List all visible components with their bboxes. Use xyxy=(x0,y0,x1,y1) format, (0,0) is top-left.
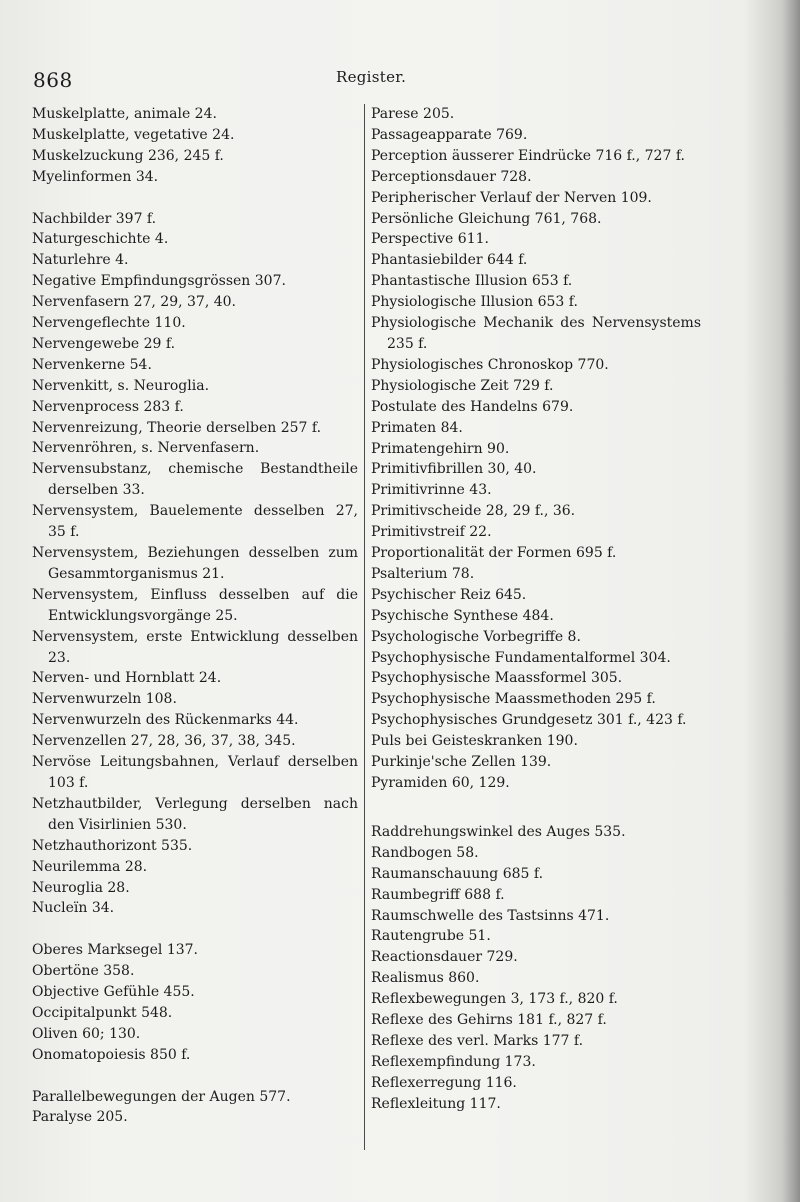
index-entry: Paralyse 205. xyxy=(32,1109,128,1126)
index-entry: Primitivfibrillen 30, 40. xyxy=(371,461,537,478)
index-entry: Neuroglia 28. xyxy=(32,879,130,896)
index-entry: Nervenkerne 54. xyxy=(32,356,152,373)
index-entry: Parese 205. xyxy=(371,106,455,122)
index-entry: Nachbilder 397 f. xyxy=(32,210,157,227)
index-entry: Primitivstreif 22. xyxy=(371,524,492,541)
page-number: 868 xyxy=(33,68,73,92)
index-entry: Parallelbewegungen der Augen 577. xyxy=(32,1088,291,1105)
index-entry: Raumbegriff 688 f. xyxy=(371,886,505,903)
index-entry: Negative Empfindungsgrössen 307. xyxy=(32,273,286,290)
index-entry: Passageapparate 769. xyxy=(371,126,528,143)
index-column-right xyxy=(371,104,701,1115)
index-entry: Puls bei Geisteskranken 190. xyxy=(371,733,578,750)
index-column-left xyxy=(32,104,358,1128)
index-entry: Postulate des Handelns 679. xyxy=(371,398,574,415)
index-entry: Perception äusserer Eindrücke 716 f., 727 f. xyxy=(371,147,685,164)
index-entry: Nervengeflechte 110. xyxy=(32,315,186,332)
index-entry: Proportionalität der Formen 695 f. xyxy=(371,545,617,562)
index-entry: Reflexe des Gehirns 181 f., 827 f. xyxy=(371,1012,607,1029)
index-entry: Oberes Marksegel 137. xyxy=(32,942,199,959)
index-entry: Raddrehungswinkel des Auges 535. xyxy=(371,823,626,840)
index-entry: Nervenreizung, Theorie derselben 257 f. xyxy=(32,419,322,436)
index-entry: Nervenprocess 283 f. xyxy=(32,398,184,415)
index-entry: Persönliche Gleichung 761, 768. xyxy=(371,210,602,227)
index-entry: Reflexbewegungen 3, 173 f., 820 f. xyxy=(371,991,618,1008)
index-entry: Oliven 60; 130. xyxy=(32,1025,141,1042)
index-entry: Nervenwurzeln des Rückenmarks 44. xyxy=(32,712,299,729)
index-entry: Phantastische Illusion 653 f. xyxy=(371,273,573,290)
index-entry: Objective Gefühle 455. xyxy=(32,984,195,1001)
index-entry: Physiologische Zeit 729 f. xyxy=(371,377,554,394)
index-entry: Raumanschauung 685 f. xyxy=(371,865,544,882)
index-entry: Reflexe des verl. Marks 177 f. xyxy=(371,1032,584,1049)
index-entry: Nervensystem, Beziehungen desselben zum Gesammtorganismus 21. xyxy=(32,545,358,582)
index-entry: Naturlehre 4. xyxy=(32,252,129,269)
index-entry: Nucleïn 34. xyxy=(32,900,115,917)
index-entry: Nervenfasern 27, 29, 37, 40. xyxy=(32,294,237,311)
index-entry: Primatengehirn 90. xyxy=(371,440,510,457)
index-entry: Rautengrube 51. xyxy=(371,928,491,945)
index-entry: Nervensubstanz, chemische Bestandtheile derselben 33. xyxy=(32,461,358,499)
index-entry: Psychische Synthese 484. xyxy=(371,607,554,624)
index-entry: Netzhautbilder, Verlegung derselben nach den Visirlinien 530. xyxy=(32,795,358,833)
index-entry: Psalterium 78. xyxy=(371,565,475,582)
index-entry: Psychophysische Maassmethoden 295 f. xyxy=(371,691,656,708)
index-entry: Nervöse Leitungsbahnen, Verlauf derselben 103 f. xyxy=(32,754,358,791)
index-entry: Naturgeschichte 4. xyxy=(32,231,169,248)
index-entry: Primitivscheide 28, 29 f., 36. xyxy=(371,503,576,520)
running-head: Register. xyxy=(336,68,407,86)
index-entry: Reactionsdauer 729. xyxy=(371,949,518,966)
index-entry: Myelinformen 34. xyxy=(32,168,159,185)
index-entry: Nervenröhren, s. Nervenfasern. xyxy=(32,440,260,457)
index-entry: Nervenwurzeln 108. xyxy=(32,691,177,708)
index-entry: Onomatopoiesis 850 f. xyxy=(32,1046,191,1063)
index-entry: Neurilemma 28. xyxy=(32,858,148,875)
index-entry: Nervengewebe 29 f. xyxy=(32,335,176,352)
index-entry: Purkinje'sche Zellen 139. xyxy=(371,754,552,771)
index-entry: Reflexleitung 117. xyxy=(371,1095,501,1112)
index-entry: Raumschwelle des Tastsinns 471. xyxy=(371,907,610,924)
index-entry: Nerven- und Hornblatt 24. xyxy=(32,670,222,687)
index-entry: Pyramiden 60, 129. xyxy=(371,775,510,791)
index-entry: Physiologische Illusion 653 f. xyxy=(371,294,578,311)
index-entry: Primitivrinne 43. xyxy=(371,482,492,499)
index-entry: Psychophysische Maassformel 305. xyxy=(371,670,623,687)
index-entry: Reflexempfindung 173. xyxy=(371,1053,536,1070)
index-entry: Muskelplatte, animale 24. xyxy=(32,106,217,122)
index-entry: Obertöne 358. xyxy=(32,963,135,980)
index-entry: Psychologische Vorbegriffe 8. xyxy=(371,628,581,645)
index-entry: Reflexerregung 116. xyxy=(371,1074,517,1091)
index-entry: Nervensystem, Einfluss desselben auf die Entwicklungsvorgänge 25. xyxy=(32,586,358,624)
index-entry: Nervenzellen 27, 28, 36, 37, 38, 345. xyxy=(32,733,296,750)
index-entry: Peripherischer Verlauf der Nerven 109. xyxy=(371,189,652,206)
index-entry: Primaten 84. xyxy=(371,419,463,436)
index-entry: Phantasiebilder 644 f. xyxy=(371,252,528,269)
index-entry: Muskelplatte, vegetative 24. xyxy=(32,126,235,143)
index-entry: Perceptionsdauer 728. xyxy=(371,168,532,185)
index-entry: Psychischer Reiz 645. xyxy=(371,586,527,603)
index-entry: Perspective 611. xyxy=(371,231,489,248)
index-entry: Physiologisches Chronoskop 770. xyxy=(371,356,609,373)
index-entry: Realismus 860. xyxy=(371,970,480,987)
index-entry: Netzhauthorizont 535. xyxy=(32,837,193,854)
index-entry: Occipitalpunkt 548. xyxy=(32,1004,173,1021)
index-entry: Nervenkitt, s. Neuroglia. xyxy=(32,377,210,394)
index-entry: Nervensystem, erste Entwicklung desselben 23. xyxy=(32,628,358,666)
index-entry: Psychophysisches Grundgesetz 301 f., 423 f. xyxy=(371,712,687,729)
index-entry: Muskelzuckung 236, 245 f. xyxy=(32,147,224,164)
index-entry: Psychophysische Fundamentalformel 304. xyxy=(371,649,671,666)
column-divider xyxy=(364,104,365,1150)
index-entry: Nervensystem, Bauelemente desselben 27, 35 f. xyxy=(32,503,358,541)
index-entry: Physiologische Mechanik des Nervensystems 235 f. xyxy=(371,315,701,352)
index-entry: Randbogen 58. xyxy=(371,844,479,861)
page-edge-shadow xyxy=(782,0,800,1202)
